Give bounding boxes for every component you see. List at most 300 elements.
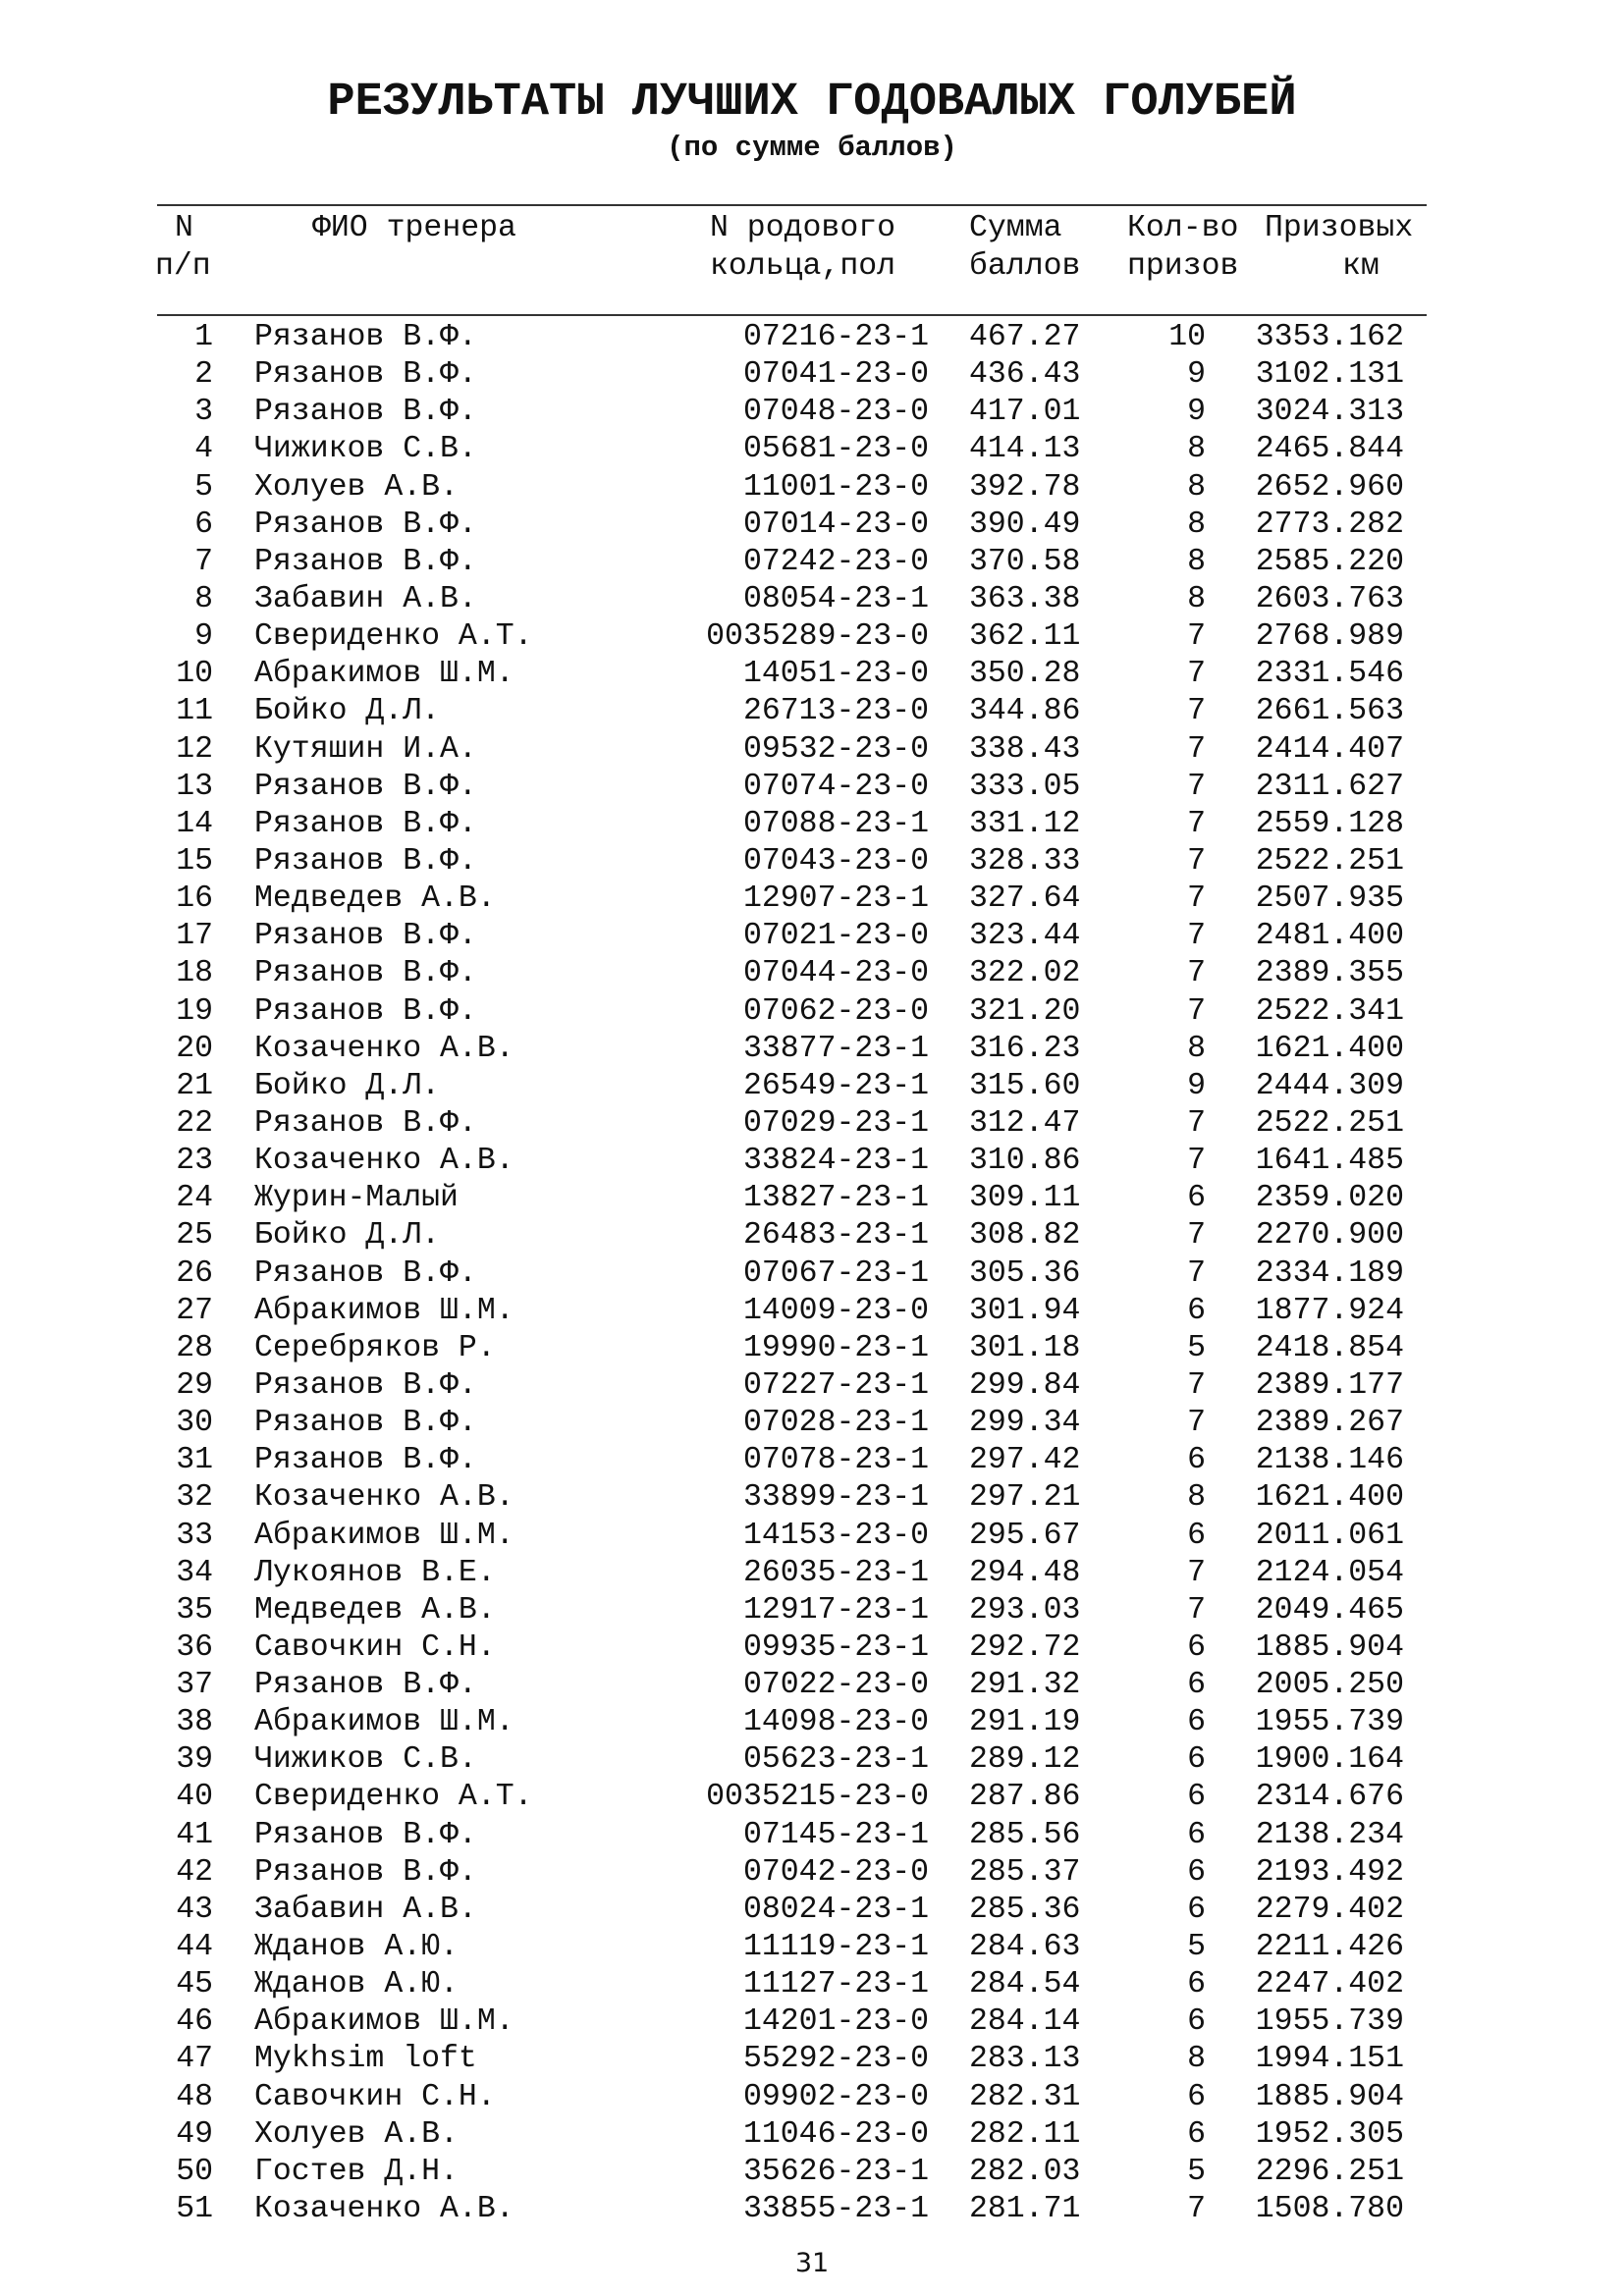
cell-n: 17 bbox=[176, 919, 213, 954]
cell-ring-number: 07021-23-0 bbox=[742, 919, 929, 954]
cell-ring-number: 07088-23-1 bbox=[742, 806, 929, 841]
cell-points-sum: 282.11 bbox=[969, 2116, 1081, 2152]
cell-ring-number: 07216-23-1 bbox=[742, 320, 929, 354]
cell-n: 38 bbox=[176, 1705, 213, 1740]
cell-prize-count: 5 bbox=[1187, 2154, 1206, 2189]
header-ring-sub: кольца,пол bbox=[710, 249, 896, 284]
cell-ring-number: 14009-23-0 bbox=[742, 1293, 929, 1328]
cell-n: 26 bbox=[176, 1255, 213, 1291]
cell-prize-count: 7 bbox=[1187, 1406, 1206, 1441]
cell-prize-count: 8 bbox=[1187, 507, 1206, 542]
cell-prize-km: 2211.426 bbox=[1255, 1930, 1404, 1965]
cell-prize-count: 7 bbox=[1187, 993, 1206, 1029]
cell-points-sum: 333.05 bbox=[969, 769, 1081, 804]
cell-prize-km: 1508.780 bbox=[1255, 2192, 1404, 2227]
cell-points-sum: 323.44 bbox=[969, 919, 1081, 954]
cell-ring-number: 07078-23-1 bbox=[742, 1443, 929, 1478]
cell-trainer-name: Рязанов В.Ф. bbox=[254, 1105, 477, 1141]
cell-ring-number: 07062-23-0 bbox=[742, 993, 929, 1029]
header-n-sub: п/п bbox=[155, 249, 211, 284]
cell-prize-km: 2138.146 bbox=[1255, 1443, 1404, 1478]
cell-points-sum: 297.42 bbox=[969, 1443, 1081, 1478]
cell-ring-number: 07014-23-0 bbox=[742, 507, 929, 542]
cell-prize-count: 5 bbox=[1187, 1330, 1206, 1365]
cell-points-sum: 344.86 bbox=[969, 694, 1081, 729]
cell-points-sum: 299.34 bbox=[969, 1406, 1081, 1441]
cell-trainer-name: Козаченко А.В. bbox=[254, 1031, 514, 1066]
table-row bbox=[0, 2079, 1624, 2116]
cell-ring-number: 07028-23-1 bbox=[742, 1406, 929, 1441]
cell-prize-count: 6 bbox=[1187, 2004, 1206, 2040]
cell-trainer-name: Рязанов В.Ф. bbox=[254, 1443, 477, 1478]
cell-prize-count: 7 bbox=[1187, 1592, 1206, 1628]
cell-prize-count: 6 bbox=[1187, 1892, 1206, 1927]
table-row bbox=[0, 2154, 1624, 2191]
header-sum-sub: баллов bbox=[969, 249, 1081, 284]
cell-trainer-name: Абракимов Ш.М. bbox=[254, 2004, 514, 2040]
cell-trainer-name: Бойко Д.Л. bbox=[254, 694, 441, 729]
cell-prize-km: 3102.131 bbox=[1255, 357, 1404, 393]
cell-n: 46 bbox=[176, 2004, 213, 2040]
cell-prize-km: 2652.960 bbox=[1255, 469, 1404, 505]
table-row bbox=[0, 769, 1624, 806]
cell-ring-number: 05681-23-0 bbox=[742, 432, 929, 467]
cell-points-sum: 291.19 bbox=[969, 1705, 1081, 1740]
cell-n: 24 bbox=[176, 1181, 213, 1216]
cell-ring-number: 09935-23-1 bbox=[742, 1629, 929, 1665]
cell-n: 2 bbox=[194, 357, 213, 393]
cell-n: 16 bbox=[176, 881, 213, 917]
cell-prize-km: 1994.151 bbox=[1255, 2042, 1404, 2077]
cell-n: 6 bbox=[194, 507, 213, 542]
cell-prize-km: 2507.935 bbox=[1255, 881, 1404, 917]
cell-prize-count: 6 bbox=[1187, 1780, 1206, 1815]
cell-trainer-name: Абракимов Ш.М. bbox=[254, 1518, 514, 1553]
cell-trainer-name: Лукоянов В.Е. bbox=[254, 1555, 496, 1590]
table-row bbox=[0, 993, 1624, 1031]
cell-trainer-name: Журин-Малый bbox=[254, 1181, 459, 1216]
cell-prize-count: 7 bbox=[1187, 956, 1206, 991]
cell-points-sum: 390.49 bbox=[969, 507, 1081, 542]
cell-prize-count: 7 bbox=[1187, 919, 1206, 954]
cell-prize-km: 2389.177 bbox=[1255, 1367, 1404, 1403]
cell-prize-count: 9 bbox=[1187, 395, 1206, 430]
table-row bbox=[0, 1330, 1624, 1367]
table-row bbox=[0, 1143, 1624, 1180]
cell-n: 22 bbox=[176, 1105, 213, 1141]
cell-ring-number: 07043-23-0 bbox=[742, 843, 929, 879]
cell-trainer-name: Рязанов В.Ф. bbox=[254, 919, 477, 954]
cell-prize-count: 7 bbox=[1187, 1144, 1206, 1179]
cell-n: 15 bbox=[176, 843, 213, 879]
table-row bbox=[0, 618, 1624, 656]
table-row bbox=[0, 319, 1624, 356]
cell-prize-count: 7 bbox=[1187, 1105, 1206, 1141]
header-top-rule bbox=[157, 204, 1427, 206]
table-row bbox=[0, 1442, 1624, 1479]
cell-prize-count: 9 bbox=[1187, 357, 1206, 393]
cell-n: 29 bbox=[176, 1367, 213, 1403]
cell-prize-km: 2522.251 bbox=[1255, 843, 1404, 879]
cell-n: 21 bbox=[176, 1068, 213, 1103]
cell-trainer-name: Рязанов В.Ф. bbox=[254, 357, 477, 393]
cell-trainer-name: Козаченко А.В. bbox=[254, 1144, 514, 1179]
cell-ring-number: 08054-23-1 bbox=[742, 581, 929, 616]
cell-prize-km: 2389.355 bbox=[1255, 956, 1404, 991]
cell-trainer-name: Рязанов В.Ф. bbox=[254, 1817, 477, 1852]
cell-prize-count: 7 bbox=[1187, 843, 1206, 879]
cell-n: 35 bbox=[176, 1592, 213, 1628]
cell-trainer-name: Рязанов В.Ф. bbox=[254, 1668, 477, 1703]
cell-n: 33 bbox=[176, 1518, 213, 1553]
table-row bbox=[0, 1217, 1624, 1255]
cell-trainer-name: Mykhsim loft bbox=[254, 2042, 477, 2077]
cell-prize-count: 6 bbox=[1187, 1293, 1206, 1328]
cell-prize-km: 2585.220 bbox=[1255, 544, 1404, 579]
cell-prize-count: 6 bbox=[1187, 1518, 1206, 1553]
cell-trainer-name: Абракимов Ш.М. bbox=[254, 657, 514, 692]
cell-prize-count: 7 bbox=[1187, 1218, 1206, 1254]
cell-prize-count: 7 bbox=[1187, 769, 1206, 804]
cell-n: 1 bbox=[194, 320, 213, 354]
cell-ring-number: 07022-23-0 bbox=[742, 1668, 929, 1703]
cell-prize-km: 2314.676 bbox=[1255, 1780, 1404, 1815]
cell-points-sum: 467.27 bbox=[969, 320, 1081, 354]
table-row bbox=[0, 693, 1624, 730]
cell-trainer-name: Серебряков Р. bbox=[254, 1330, 496, 1365]
cell-ring-number: 35626-23-1 bbox=[742, 2154, 929, 2189]
cell-prize-km: 1641.485 bbox=[1255, 1144, 1404, 1179]
cell-points-sum: 322.02 bbox=[969, 956, 1081, 991]
cell-prize-km: 2247.402 bbox=[1255, 1967, 1404, 2002]
table-row bbox=[0, 1405, 1624, 1442]
cell-n: 49 bbox=[176, 2116, 213, 2152]
cell-prize-count: 7 bbox=[1187, 1367, 1206, 1403]
cell-ring-number: 33899-23-1 bbox=[742, 1480, 929, 1516]
table-row bbox=[0, 918, 1624, 955]
cell-n: 13 bbox=[176, 769, 213, 804]
cell-trainer-name: Козаченко А.В. bbox=[254, 1480, 514, 1516]
cell-points-sum: 328.33 bbox=[969, 843, 1081, 879]
cell-trainer-name: Чижиков С.В. bbox=[254, 1742, 477, 1778]
cell-n: 36 bbox=[176, 1629, 213, 1665]
table-row bbox=[0, 544, 1624, 581]
cell-trainer-name: Рязанов В.Ф. bbox=[254, 993, 477, 1029]
cell-prize-count: 6 bbox=[1187, 2116, 1206, 2152]
cell-prize-count: 6 bbox=[1187, 1742, 1206, 1778]
cell-n: 19 bbox=[176, 993, 213, 1029]
cell-prize-count: 8 bbox=[1187, 2042, 1206, 2077]
cell-trainer-name: Рязанов В.Ф. bbox=[254, 1406, 477, 1441]
table-row bbox=[0, 356, 1624, 394]
cell-points-sum: 309.11 bbox=[969, 1181, 1081, 1216]
cell-prize-count: 5 bbox=[1187, 1930, 1206, 1965]
cell-points-sum: 292.72 bbox=[969, 1629, 1081, 1665]
cell-prize-km: 1885.904 bbox=[1255, 2079, 1404, 2114]
cell-ring-number: 11127-23-1 bbox=[742, 1967, 929, 2002]
table-row bbox=[0, 955, 1624, 992]
cell-n: 25 bbox=[176, 1218, 213, 1254]
cell-prize-km: 1900.164 bbox=[1255, 1742, 1404, 1778]
cell-points-sum: 294.48 bbox=[969, 1555, 1081, 1590]
cell-ring-number: 07042-23-0 bbox=[742, 1854, 929, 1890]
header-name: ФИО тренера bbox=[312, 211, 516, 245]
cell-ring-number: 14201-23-0 bbox=[742, 2004, 929, 2040]
cell-trainer-name: Холуев А.В. bbox=[254, 469, 459, 505]
table-row bbox=[0, 1817, 1624, 1854]
cell-points-sum: 417.01 bbox=[969, 395, 1081, 430]
cell-points-sum: 282.03 bbox=[969, 2154, 1081, 2189]
cell-prize-km: 2768.989 bbox=[1255, 619, 1404, 655]
cell-trainer-name: Гостев Д.Н. bbox=[254, 2154, 459, 2189]
cell-n: 23 bbox=[176, 1144, 213, 1179]
cell-prize-count: 7 bbox=[1187, 657, 1206, 692]
cell-prize-count: 6 bbox=[1187, 1629, 1206, 1665]
cell-points-sum: 436.43 bbox=[969, 357, 1081, 393]
cell-points-sum: 392.78 bbox=[969, 469, 1081, 505]
header-row-1 bbox=[0, 210, 1624, 247]
cell-ring-number: 26483-23-1 bbox=[742, 1218, 929, 1254]
cell-points-sum: 283.13 bbox=[969, 2042, 1081, 2077]
cell-points-sum: 327.64 bbox=[969, 881, 1081, 917]
cell-points-sum: 284.63 bbox=[969, 1930, 1081, 1965]
cell-prize-count: 6 bbox=[1187, 1668, 1206, 1703]
cell-ring-number: 33824-23-1 bbox=[742, 1144, 929, 1179]
cell-ring-number: 55292-23-0 bbox=[742, 2042, 929, 2077]
cell-prize-count: 8 bbox=[1187, 544, 1206, 579]
cell-trainer-name: Забавин А.В. bbox=[254, 1892, 477, 1927]
table-row bbox=[0, 1966, 1624, 2003]
cell-prize-km: 3353.162 bbox=[1255, 320, 1404, 354]
cell-n: 37 bbox=[176, 1668, 213, 1703]
table-row bbox=[0, 581, 1624, 618]
page-number: 31 bbox=[794, 2248, 830, 2278]
cell-prize-count: 7 bbox=[1187, 881, 1206, 917]
page-subtitle: (по сумме баллов) bbox=[667, 132, 957, 164]
cell-n: 51 bbox=[176, 2192, 213, 2227]
table-row bbox=[0, 1105, 1624, 1143]
cell-trainer-name: Свериденко А.Т. bbox=[254, 619, 533, 655]
table-row bbox=[0, 1929, 1624, 1966]
cell-prize-km: 2124.054 bbox=[1255, 1555, 1404, 1590]
cell-n: 27 bbox=[176, 1293, 213, 1328]
cell-prize-count: 8 bbox=[1187, 581, 1206, 616]
cell-ring-number: 33877-23-1 bbox=[742, 1031, 929, 1066]
cell-prize-count: 6 bbox=[1187, 1181, 1206, 1216]
header-km: Призовых bbox=[1265, 211, 1414, 245]
cell-points-sum: 291.32 bbox=[969, 1668, 1081, 1703]
table-row bbox=[0, 431, 1624, 468]
cell-prize-km: 2481.400 bbox=[1255, 919, 1404, 954]
cell-trainer-name: Рязанов В.Ф. bbox=[254, 1854, 477, 1890]
cell-points-sum: 331.12 bbox=[969, 806, 1081, 841]
cell-n: 44 bbox=[176, 1930, 213, 1965]
cell-points-sum: 321.20 bbox=[969, 993, 1081, 1029]
cell-prize-count: 7 bbox=[1187, 1255, 1206, 1291]
cell-prize-count: 6 bbox=[1187, 1854, 1206, 1890]
table-row bbox=[0, 1293, 1624, 1330]
cell-prize-count: 9 bbox=[1187, 1068, 1206, 1103]
cell-prize-count: 6 bbox=[1187, 1443, 1206, 1478]
cell-trainer-name: Савочкин С.Н. bbox=[254, 1629, 496, 1665]
table-row bbox=[0, 1779, 1624, 1816]
cell-prize-km: 1877.924 bbox=[1255, 1293, 1404, 1328]
cell-ring-number: 07044-23-0 bbox=[742, 956, 929, 991]
cell-prize-km: 2334.189 bbox=[1255, 1255, 1404, 1291]
cell-prize-km: 2049.465 bbox=[1255, 1592, 1404, 1628]
cell-prize-km: 2773.282 bbox=[1255, 507, 1404, 542]
cell-points-sum: 305.36 bbox=[969, 1255, 1081, 1291]
cell-points-sum: 338.43 bbox=[969, 731, 1081, 767]
cell-prize-count: 7 bbox=[1187, 2192, 1206, 2227]
cell-n: 43 bbox=[176, 1892, 213, 1927]
cell-n: 50 bbox=[176, 2154, 213, 2189]
cell-n: 45 bbox=[176, 1967, 213, 2002]
cell-prize-km: 1955.739 bbox=[1255, 2004, 1404, 2040]
cell-prize-km: 2193.492 bbox=[1255, 1854, 1404, 1890]
cell-ring-number: 19990-23-1 bbox=[742, 1330, 929, 1365]
cell-ring-number: 14098-23-0 bbox=[742, 1705, 929, 1740]
header-bottom-rule bbox=[157, 314, 1427, 316]
cell-n: 12 bbox=[176, 731, 213, 767]
cell-n: 4 bbox=[194, 432, 213, 467]
cell-trainer-name: Свериденко А.Т. bbox=[254, 1780, 533, 1815]
cell-n: 32 bbox=[176, 1480, 213, 1516]
cell-prize-km: 1955.739 bbox=[1255, 1705, 1404, 1740]
cell-n: 7 bbox=[194, 544, 213, 579]
cell-ring-number: 07067-23-1 bbox=[742, 1255, 929, 1291]
cell-prize-km: 2331.546 bbox=[1255, 657, 1404, 692]
cell-trainer-name: Бойко Д.Л. bbox=[254, 1068, 441, 1103]
cell-prize-km: 2005.250 bbox=[1255, 1668, 1404, 1703]
cell-n: 47 bbox=[176, 2042, 213, 2077]
cell-prize-km: 2270.900 bbox=[1255, 1218, 1404, 1254]
cell-trainer-name: Медведев А.В. bbox=[254, 1592, 496, 1628]
table-row bbox=[0, 394, 1624, 431]
cell-ring-number: 33855-23-1 bbox=[742, 2192, 929, 2227]
cell-trainer-name: Рязанов В.Ф. bbox=[254, 956, 477, 991]
cell-points-sum: 285.56 bbox=[969, 1817, 1081, 1852]
cell-trainer-name: Рязанов В.Ф. bbox=[254, 507, 477, 542]
cell-points-sum: 362.11 bbox=[969, 619, 1081, 655]
cell-ring-number: 08024-23-1 bbox=[742, 1892, 929, 1927]
cell-prize-count: 8 bbox=[1187, 1480, 1206, 1516]
table-row bbox=[0, 1255, 1624, 1293]
cell-trainer-name: Забавин А.В. bbox=[254, 581, 477, 616]
cell-points-sum: 293.03 bbox=[969, 1592, 1081, 1628]
cell-n: 11 bbox=[176, 694, 213, 729]
cell-prize-km: 2444.309 bbox=[1255, 1068, 1404, 1103]
cell-prize-km: 1952.305 bbox=[1255, 2116, 1404, 2152]
table-row bbox=[0, 881, 1624, 918]
cell-trainer-name: Рязанов В.Ф. bbox=[254, 1367, 477, 1403]
cell-ring-number: 13827-23-1 bbox=[742, 1181, 929, 1216]
cell-ring-number: 07074-23-0 bbox=[742, 769, 929, 804]
header-ring: N родового bbox=[710, 211, 896, 245]
cell-ring-number: 05623-23-1 bbox=[742, 1742, 929, 1778]
cell-trainer-name: Рязанов В.Ф. bbox=[254, 806, 477, 841]
cell-ring-number: 0035215-23-0 bbox=[706, 1780, 929, 1815]
cell-points-sum: 370.58 bbox=[969, 544, 1081, 579]
cell-prize-count: 7 bbox=[1187, 1555, 1206, 1590]
cell-prize-count: 7 bbox=[1187, 731, 1206, 767]
cell-points-sum: 295.67 bbox=[969, 1518, 1081, 1553]
cell-prize-count: 6 bbox=[1187, 1817, 1206, 1852]
cell-n: 48 bbox=[176, 2079, 213, 2114]
cell-n: 28 bbox=[176, 1330, 213, 1365]
table-row bbox=[0, 806, 1624, 843]
cell-prize-km: 2414.407 bbox=[1255, 731, 1404, 767]
cell-prize-km: 2522.341 bbox=[1255, 993, 1404, 1029]
cell-prize-km: 2011.061 bbox=[1255, 1518, 1404, 1553]
table-row bbox=[0, 1479, 1624, 1517]
header-prizes: Кол-во bbox=[1127, 211, 1239, 245]
cell-prize-km: 2359.020 bbox=[1255, 1181, 1404, 1216]
table-row bbox=[0, 469, 1624, 507]
cell-ring-number: 07145-23-1 bbox=[742, 1817, 929, 1852]
table-row bbox=[0, 1031, 1624, 1068]
cell-ring-number: 07041-23-0 bbox=[742, 357, 929, 393]
cell-n: 20 bbox=[176, 1031, 213, 1066]
cell-prize-count: 7 bbox=[1187, 806, 1206, 841]
cell-points-sum: 297.21 bbox=[969, 1480, 1081, 1516]
header-sum: Сумма bbox=[969, 211, 1062, 245]
table-row bbox=[0, 1068, 1624, 1105]
cell-points-sum: 299.84 bbox=[969, 1367, 1081, 1403]
cell-ring-number: 11001-23-0 bbox=[742, 469, 929, 505]
cell-ring-number: 07227-23-1 bbox=[742, 1367, 929, 1403]
table-row bbox=[0, 1704, 1624, 1741]
cell-trainer-name: Рязанов В.Ф. bbox=[254, 843, 477, 879]
table-row bbox=[0, 1367, 1624, 1405]
header-n: N bbox=[175, 211, 193, 245]
cell-ring-number: 07029-23-1 bbox=[742, 1105, 929, 1141]
table-row bbox=[0, 1854, 1624, 1892]
cell-trainer-name: Медведев А.В. bbox=[254, 881, 496, 917]
cell-prize-km: 2603.763 bbox=[1255, 581, 1404, 616]
table-row bbox=[0, 656, 1624, 693]
cell-prize-km: 2311.627 bbox=[1255, 769, 1404, 804]
cell-prize-km: 2296.251 bbox=[1255, 2154, 1404, 2189]
cell-ring-number: 12907-23-1 bbox=[742, 881, 929, 917]
table-row bbox=[0, 1892, 1624, 1929]
cell-prize-km: 2522.251 bbox=[1255, 1105, 1404, 1141]
cell-prize-count: 7 bbox=[1187, 694, 1206, 729]
cell-points-sum: 316.23 bbox=[969, 1031, 1081, 1066]
table-row bbox=[0, 1592, 1624, 1629]
cell-ring-number: 12917-23-1 bbox=[742, 1592, 929, 1628]
results-table-body bbox=[0, 319, 1624, 2228]
cell-n: 5 bbox=[194, 469, 213, 505]
cell-points-sum: 281.71 bbox=[969, 2192, 1081, 2227]
cell-n: 14 bbox=[176, 806, 213, 841]
table-row bbox=[0, 2191, 1624, 2228]
cell-ring-number: 26713-23-0 bbox=[742, 694, 929, 729]
cell-prize-km: 2418.854 bbox=[1255, 1330, 1404, 1365]
cell-prize-km: 2559.128 bbox=[1255, 806, 1404, 841]
cell-prize-km: 2661.563 bbox=[1255, 694, 1404, 729]
table-row bbox=[0, 2003, 1624, 2041]
page-title: РЕЗУЛЬТАТЫ ЛУЧШИХ ГОДОВАЛЫХ ГОЛУБЕЙ bbox=[327, 77, 1297, 129]
cell-ring-number: 0035289-23-0 bbox=[706, 619, 929, 655]
cell-trainer-name: Рязанов В.Ф. bbox=[254, 1255, 477, 1291]
cell-ring-number: 09532-23-0 bbox=[742, 731, 929, 767]
table-row bbox=[0, 1555, 1624, 1592]
table-row bbox=[0, 507, 1624, 544]
cell-n: 18 bbox=[176, 956, 213, 991]
cell-points-sum: 282.31 bbox=[969, 2079, 1081, 2114]
cell-prize-km: 1621.400 bbox=[1255, 1031, 1404, 1066]
